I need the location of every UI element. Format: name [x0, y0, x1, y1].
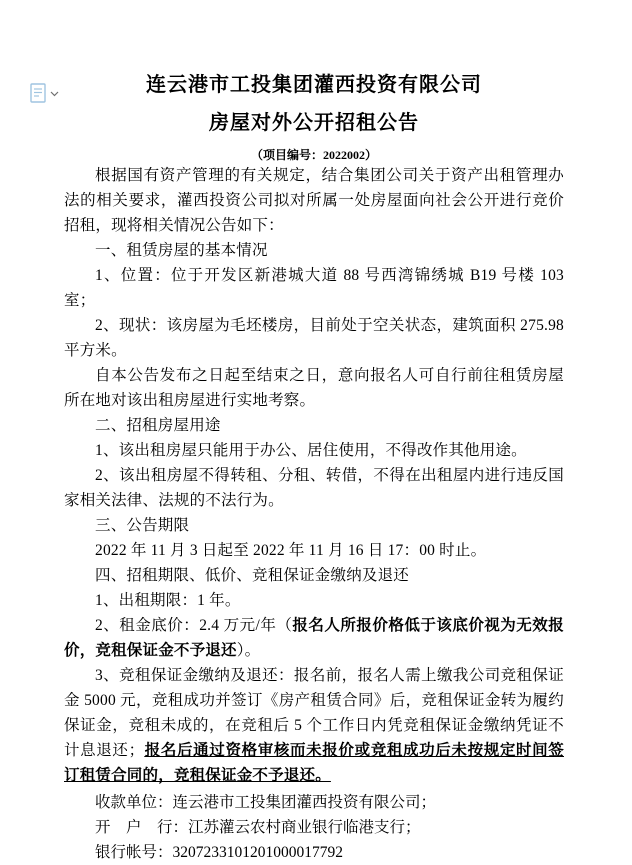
heading-section-two: 二、招租房屋用途 [95, 417, 221, 434]
paragraph-four-2-suffix: ）。 [236, 642, 261, 659]
paragraph-one-2: 2、现状：该房屋为毛坯楼房，目前处于空关状态，建筑面积 275.98 平方米。 [64, 317, 564, 359]
list-item [64, 840, 564, 865]
heading-section-four: 四、招租期限、低价、竞租保证金缴纳及退还 [95, 567, 410, 584]
paragraph-two-2: 2、该出租房屋不得转租、分租、转借，不得在出租屋内进行违反国家相关法律、法规的不法行为。 [64, 467, 564, 509]
paragraph-four-2-prefix: 2、租金底价：2.4 万元/年（ [95, 617, 293, 634]
payee-label-2: 银行帐号： [95, 844, 173, 861]
document-title-line1: 连云港市工投集团灌西投资有限公司 [146, 74, 482, 96]
payee-value-1: 江苏灌云农村商业银行临港支行； [188, 819, 421, 836]
paragraph-four-2-emphasis: 报名人所报价格低于该底价视为无效报价，竞租保证金不予退还 [64, 617, 564, 659]
payee-value-2: 3207233101201000017792 [172, 844, 344, 861]
payee-info-block [64, 790, 564, 865]
paragraph-one-1: 1、位置：位于开发区新港城大道 88 号西湾锦绣城 B19 号楼 103 室； [64, 267, 564, 309]
paragraph-two-1: 1、该出租房屋只能用于办公、居住使用，不得改作其他用途。 [95, 442, 527, 459]
list-item [64, 790, 564, 815]
paragraph-four-1: 1、出租期限：1 年。 [95, 592, 241, 609]
payee-value-0: 连云港市工投集团灌西投资有限公司； [172, 794, 437, 811]
document-icon[interactable] [30, 83, 48, 103]
paragraph-site-survey: 自本公告发布之日起至结束之日，意向报名人可自行前往租赁房屋所在地对该出租房屋进行实地考察。 [64, 367, 564, 409]
chevron-down-icon[interactable] [50, 89, 59, 98]
payee-label-1: 开 户 行： [95, 819, 189, 836]
paragraph-announcement-period: 2022 年 11 月 3 日起至 2022 年 11 月 16 日 17：00 时止。 [95, 542, 487, 559]
heading-section-one: 一、租赁房屋的基本情况 [95, 242, 268, 259]
paragraph-four-3-part1: 3、竞租保证金缴纳及退还：报名前，报名人需上缴我公司竞租保证金 5000 元，竞租成功并签订《房产租赁合同》后，竞租保证金转为履约保证金，竞租未成的，在竞租后 5 个工作日内凭竞租保证金缴纳凭证不计息退还； [64, 667, 564, 759]
document-title-line2: 房屋对外公开招租公告 [209, 112, 419, 134]
document-body [64, 68, 564, 865]
document-icon-group[interactable] [30, 82, 56, 104]
paragraph-four-3-underlined: 报名后通过资格审核而未报价或竞租成功后未按规定时间签订租赁合同的，竞租保证金不予退还。 [64, 742, 564, 784]
paragraph-four-3 [64, 663, 564, 788]
paragraph-four-2 [64, 613, 564, 663]
project-number-subtitle: （项目编号：2022002） [250, 148, 377, 162]
heading-section-three: 三、公告期限 [95, 517, 190, 534]
payee-label-0: 收款单位： [95, 794, 173, 811]
paragraph-intro: 根据国有资产管理的有关规定，结合集团公司关于资产出租管理办法的相关要求，灌西投资公司拟对所属一处房屋面向社会公开进行竞价招租，现将相关情况公告如下： [64, 167, 564, 234]
list-item [64, 815, 564, 840]
